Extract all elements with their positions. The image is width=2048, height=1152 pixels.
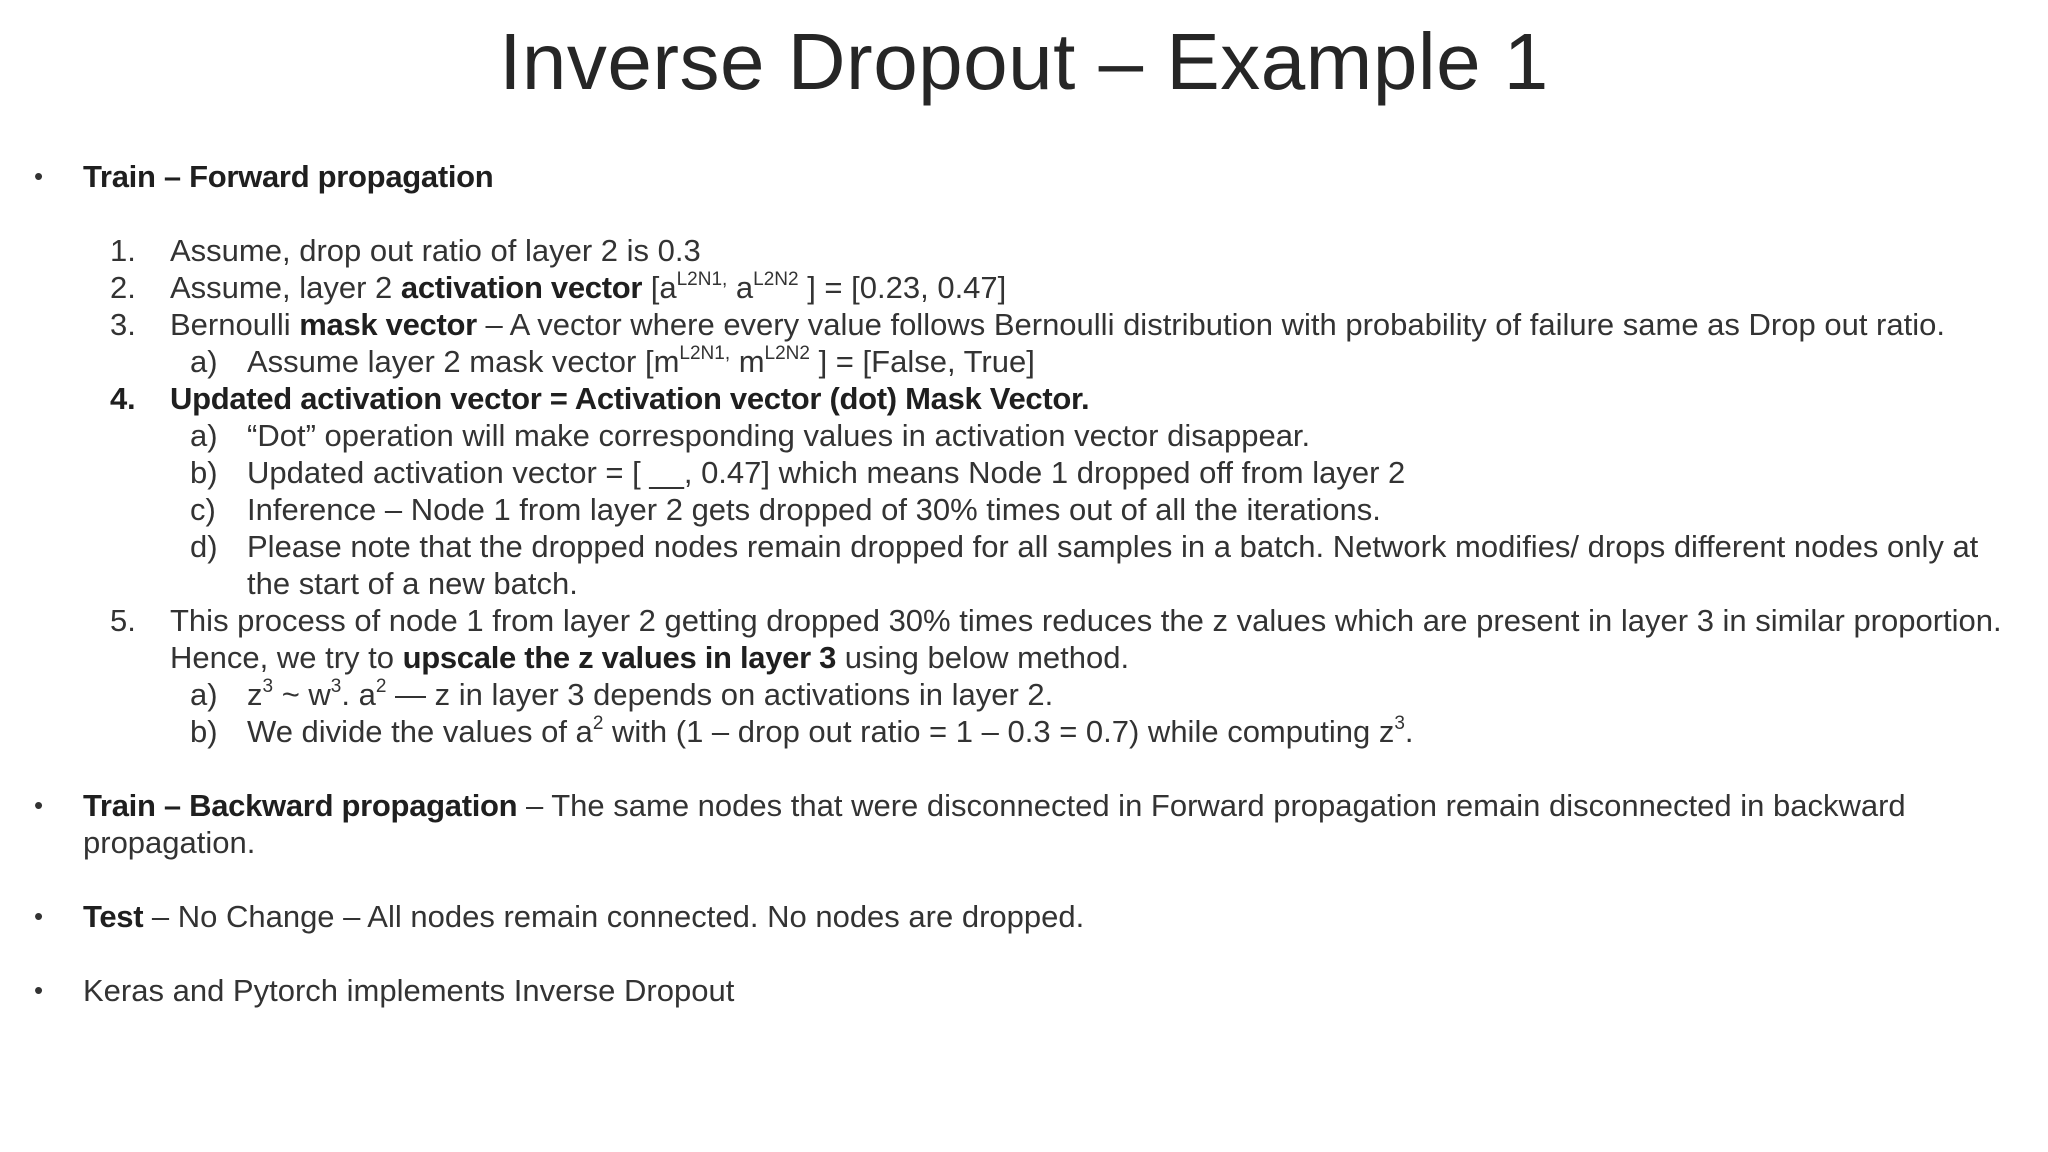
list-marker: 4.	[110, 381, 136, 416]
bullet-text: Keras and Pytorch implements Inverse Dropout	[83, 973, 735, 1008]
text-segment: ] = [0.23, 0.47]	[798, 270, 1007, 305]
list-subitem-4d	[0, 528, 2048, 602]
spacer	[0, 195, 2048, 232]
list-marker: 5.	[110, 603, 136, 638]
list-marker: a)	[190, 344, 218, 379]
bold-term: activation vector	[400, 270, 643, 305]
list-subitem-4b	[0, 454, 2048, 491]
superscript: 2	[592, 712, 604, 734]
text-segment: a	[727, 270, 754, 305]
text-segment: .	[1404, 714, 1414, 749]
list-marker: c)	[190, 492, 216, 527]
superscript: 3	[262, 675, 274, 697]
text-segment: ] = [False, True]	[809, 344, 1035, 379]
bold-term: mask vector	[299, 307, 477, 342]
list-marker: 3.	[110, 307, 136, 342]
bullet-label: Train – Forward propagation	[83, 159, 494, 194]
bullet-train-backward	[0, 787, 2048, 861]
text-segment: [a	[642, 270, 677, 305]
bullet-label: Train – Backward propagation	[83, 788, 518, 823]
text-segment: . a	[341, 677, 376, 712]
superscript: L2N1,	[676, 268, 728, 290]
list-item-5	[0, 602, 2048, 676]
slide-content	[0, 158, 2048, 1009]
list-item-text: Bernoulli	[170, 307, 300, 342]
list-item-1	[0, 232, 2048, 269]
bold-term: upscale the z values in layer 3	[402, 640, 837, 675]
spacer	[0, 750, 2048, 787]
bullet-dot-icon: •	[34, 901, 44, 931]
list-subitem-4a	[0, 417, 2048, 454]
list-item-text: Updated activation vector = [ __, 0.47] which means Node 1 dropped off from layer 2	[247, 455, 1406, 490]
slide-title: Inverse Dropout – Example 1	[499, 17, 1549, 106]
list-item-text: Assume, drop out ratio of layer 2 is 0.3	[170, 233, 701, 268]
superscript: 3	[330, 675, 342, 697]
text-segment: m	[730, 344, 765, 379]
list-subitem-5a	[0, 676, 2048, 713]
bullet-text: – The same nodes that were disconnected in Forward propagation remain disconnected in backward propagation.	[83, 788, 1906, 860]
text-segment: with (1 – drop out ratio = 1 – 0.3 = 0.7) while computing z	[603, 714, 1395, 749]
list-marker: 2.	[110, 270, 136, 305]
list-subitem-3a	[0, 343, 2048, 380]
superscript: L2N2	[753, 268, 799, 290]
spacer	[0, 935, 2048, 972]
bullet-dot-icon: •	[34, 790, 44, 820]
list-item-text: Inference – Node 1 from layer 2 gets dropped of 30% times out of all the iterations.	[247, 492, 1381, 527]
list-item-text: Assume layer 2 mask vector [m	[247, 344, 680, 379]
superscript: 2	[375, 675, 387, 697]
text-segment: using below method.	[836, 640, 1130, 675]
text-segment: ~ w	[273, 677, 331, 712]
text-segment: — z in layer 3 depends on activations in layer 2.	[386, 677, 1054, 712]
list-item-3	[0, 306, 2048, 343]
superscript: 3	[1394, 712, 1405, 734]
list-item-2	[0, 269, 2048, 306]
bullet-label: Test	[83, 899, 144, 934]
bullet-train-forward	[0, 158, 2048, 195]
list-subitem-4c	[0, 491, 2048, 528]
text-segment: – A vector where every value follows Bernoulli distribution with probability of failure same as Drop out ratio.	[476, 307, 1945, 342]
list-item-4	[0, 380, 2048, 417]
superscript: L2N1,	[679, 342, 731, 364]
spacer	[0, 861, 2048, 898]
list-marker: b)	[190, 714, 218, 749]
list-marker: 1.	[110, 233, 136, 268]
list-item-text: Assume, layer 2	[170, 270, 401, 305]
superscript: L2N2	[764, 342, 810, 364]
list-marker: d)	[190, 529, 218, 564]
bullet-dot-icon: •	[34, 161, 44, 191]
text-segment: We divide the values of a	[247, 714, 593, 749]
bullet-text: – No Change – All nodes remain connected. No nodes are dropped.	[143, 899, 1085, 934]
bullet-test	[0, 898, 2048, 935]
list-marker: b)	[190, 455, 218, 490]
list-subitem-5b	[0, 713, 2048, 750]
text-segment: z	[247, 677, 263, 712]
list-marker: a)	[190, 677, 218, 712]
list-item-text: This process of node 1 from layer 2 getting dropped 30% times reduces the z values which are present in layer 3 in similar proportion. Hence, we try to	[170, 603, 2002, 675]
bold-term: Updated activation vector = Activation vector (dot) Mask Vector.	[170, 381, 1090, 416]
list-marker: a)	[190, 418, 218, 453]
list-item-text: Please note that the dropped nodes remain dropped for all samples in a batch. Network modifies/ drops different nodes only at the start of a new batch.	[247, 529, 1979, 601]
bullet-dot-icon: •	[34, 975, 44, 1005]
bullet-frameworks	[0, 972, 2048, 1009]
list-item-text: “Dot” operation will make corresponding values in activation vector disappear.	[247, 418, 1311, 453]
